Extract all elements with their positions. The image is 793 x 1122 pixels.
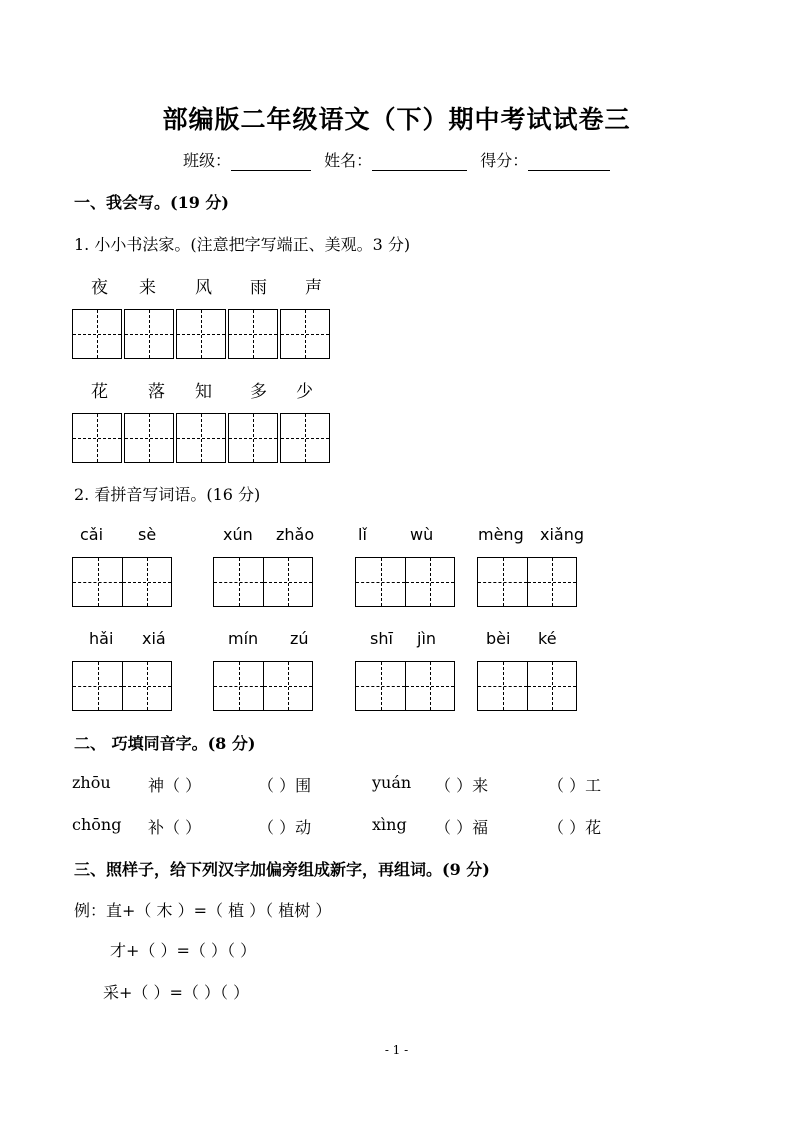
writing-cell[interactable] bbox=[228, 309, 278, 359]
pinyin: xún bbox=[223, 525, 253, 544]
pinyin: hǎi bbox=[89, 629, 114, 648]
section2-heading: 二、 巧填同音字。(8 分) bbox=[74, 734, 256, 753]
pinyin: shī bbox=[370, 629, 393, 648]
fill-blank[interactable]: （ ）工 bbox=[548, 776, 602, 795]
fill-blank[interactable]: （ ）围 bbox=[258, 776, 312, 795]
fill-blank[interactable]: 神（ ） bbox=[148, 776, 202, 795]
writing-cell[interactable] bbox=[72, 413, 122, 463]
char: 落 bbox=[148, 382, 165, 402]
writing-cell[interactable] bbox=[72, 557, 122, 607]
writing-cell[interactable] bbox=[280, 413, 330, 463]
pinyin: chōng bbox=[72, 815, 122, 834]
word-grid bbox=[72, 661, 174, 711]
writing-cell[interactable] bbox=[124, 309, 174, 359]
pinyin: zú bbox=[290, 629, 309, 648]
char: 来 bbox=[139, 278, 156, 298]
pinyin: xìng bbox=[372, 815, 407, 834]
name-blank[interactable] bbox=[372, 152, 467, 171]
writing-cell[interactable] bbox=[355, 557, 405, 607]
pinyin: mèng bbox=[478, 525, 524, 544]
example-line: 例：直+（ 木 ）=（ 植 ）（ 植树 ） bbox=[74, 901, 332, 920]
word-grid bbox=[213, 661, 315, 711]
fill-blank[interactable]: （ ）福 bbox=[435, 818, 489, 837]
writing-grid-row2 bbox=[72, 413, 332, 463]
writing-grid-row1 bbox=[72, 309, 332, 359]
writing-cell[interactable] bbox=[213, 661, 263, 711]
char: 花 bbox=[91, 382, 108, 402]
writing-cell[interactable] bbox=[122, 661, 172, 711]
pinyin: cǎi bbox=[80, 525, 104, 544]
writing-cell[interactable] bbox=[176, 309, 226, 359]
word-grid bbox=[355, 557, 457, 607]
pinyin: lǐ bbox=[358, 525, 367, 544]
writing-cell[interactable] bbox=[176, 413, 226, 463]
exercise-line[interactable]: 采+（ ）=（ ）（ ） bbox=[103, 983, 250, 1002]
pinyin: zhōu bbox=[72, 773, 111, 792]
section1-heading: 一、我会写。(19 分) bbox=[74, 193, 229, 212]
fill-blank[interactable]: （ ）来 bbox=[435, 776, 489, 795]
pinyin: sè bbox=[138, 525, 157, 544]
writing-cell[interactable] bbox=[280, 309, 330, 359]
writing-cell[interactable] bbox=[405, 557, 455, 607]
word-grid bbox=[477, 661, 579, 711]
q1-prompt: 1. 小小书法家。(注意把字写端正、美观。3 分) bbox=[74, 235, 411, 254]
writing-cell[interactable] bbox=[405, 661, 455, 711]
writing-cell[interactable] bbox=[263, 661, 313, 711]
word-grid bbox=[477, 557, 579, 607]
pinyin: zhǎo bbox=[276, 525, 315, 544]
char: 少 bbox=[296, 382, 313, 402]
word-grid bbox=[355, 661, 457, 711]
fill-blank[interactable]: （ ）花 bbox=[548, 818, 602, 837]
word-grid bbox=[213, 557, 315, 607]
student-info bbox=[183, 148, 610, 171]
pinyin: ké bbox=[538, 629, 557, 648]
class-label: 班级： bbox=[183, 151, 232, 170]
page-title: 部编版二年级语文（下）期中考试试卷三 bbox=[162, 105, 631, 134]
class-blank[interactable] bbox=[231, 152, 311, 171]
char: 雨 bbox=[250, 278, 267, 298]
writing-cell[interactable] bbox=[72, 661, 122, 711]
page-number: - 1 - bbox=[384, 1043, 409, 1057]
char: 多 bbox=[250, 382, 267, 402]
q2-prompt: 2. 看拼音写词语。(16 分) bbox=[74, 485, 261, 504]
pinyin: wù bbox=[410, 525, 434, 544]
writing-cell[interactable] bbox=[213, 557, 263, 607]
pinyin: yuán bbox=[372, 773, 412, 792]
writing-cell[interactable] bbox=[477, 661, 527, 711]
name-label: 姓名： bbox=[324, 151, 373, 170]
char: 声 bbox=[305, 278, 322, 298]
writing-cell[interactable] bbox=[124, 413, 174, 463]
char: 风 bbox=[195, 278, 212, 298]
writing-cell[interactable] bbox=[72, 309, 122, 359]
section3-heading: 三、照样子，给下列汉字加偏旁组成新字，再组词。(9 分) bbox=[74, 860, 490, 879]
writing-cell[interactable] bbox=[228, 413, 278, 463]
pinyin: mín bbox=[228, 629, 259, 648]
score-label: 得分： bbox=[480, 151, 529, 170]
writing-cell[interactable] bbox=[527, 661, 577, 711]
writing-cell[interactable] bbox=[527, 557, 577, 607]
word-grid bbox=[72, 557, 174, 607]
fill-blank[interactable]: （ ）动 bbox=[258, 818, 312, 837]
pinyin: xiá bbox=[142, 629, 166, 648]
char: 夜 bbox=[91, 278, 108, 298]
writing-cell[interactable] bbox=[477, 557, 527, 607]
exercise-line[interactable]: 才+（ ）=（ ）（ ） bbox=[110, 941, 257, 960]
pinyin: xiǎng bbox=[540, 525, 585, 544]
writing-cell[interactable] bbox=[263, 557, 313, 607]
writing-cell[interactable] bbox=[122, 557, 172, 607]
char: 知 bbox=[195, 382, 212, 402]
fill-blank[interactable]: 补（ ） bbox=[148, 818, 202, 837]
score-blank[interactable] bbox=[528, 152, 610, 171]
pinyin: bèi bbox=[486, 629, 511, 648]
writing-cell[interactable] bbox=[355, 661, 405, 711]
pinyin: jìn bbox=[417, 629, 437, 648]
